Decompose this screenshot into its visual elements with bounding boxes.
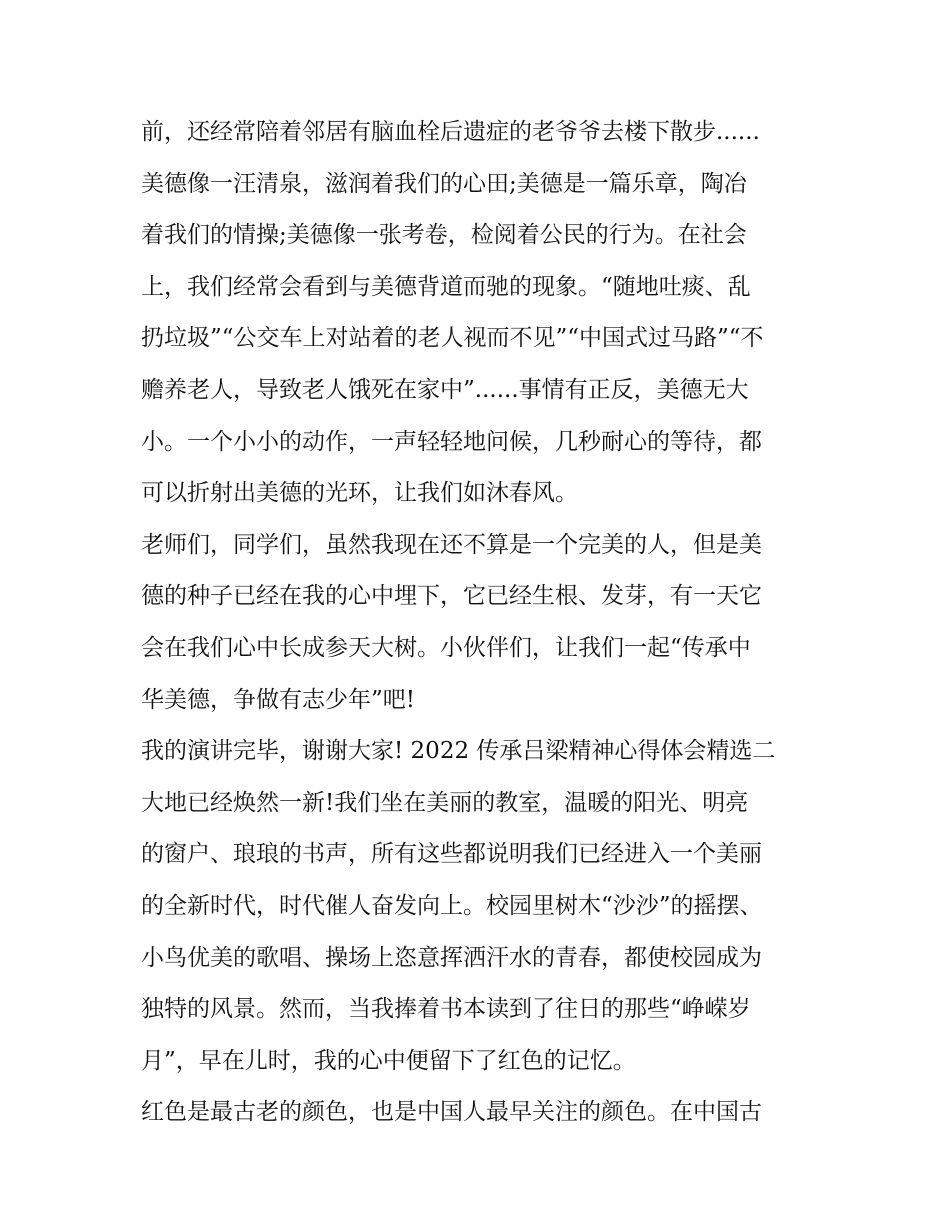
text-line: 的全新时代，时代催人奋发向上。校园里树木“沙沙”的摇摆、	[141, 892, 763, 919]
text-line: 前，还经常陪着邻居有脑血栓后遗症的老爷爷去楼下散步......	[141, 119, 760, 145]
text-line: 的窗户、琅琅的书声，所有这些都说明我们已经进入一个美丽	[141, 841, 762, 868]
text-line: 小。一个小小的动作，一声轻轻地问候，几秒耐心的等待，都	[141, 428, 762, 455]
text-line: 老师们，同学们，虽然我现在还不算是一个完美的人，但是美	[141, 531, 762, 558]
text-line: 月”，早在儿时，我的心中便留下了红色的记忆。	[141, 1047, 636, 1074]
text-line: 大地已经焕然一新!我们坐在美丽的教室，温暖的阳光、明亮	[141, 789, 749, 816]
text-line: 红色是最古老的颜色，也是中国人最早关注的颜色。在中国古	[141, 1099, 762, 1126]
text-line: 美德像一汪清泉，滋润着我们的心田;美德是一篇乐章，陶冶	[141, 170, 747, 197]
text-line: 赡养老人，导致老人饿死在家中”......事情有正反，美德无大	[141, 376, 749, 403]
text-line: 德的种子已经在我的心中埋下，它已经生根、发芽，有一天它	[141, 583, 762, 610]
text-line: 独特的风景。然而，当我捧着书本读到了往日的那些“峥嵘岁	[141, 996, 751, 1023]
text-line: 上，我们经常会看到与美德背道而驰的现象。“随地吐痰、乱	[141, 273, 751, 300]
document-body	[141, 107, 813, 1139]
text-line: 华美德，争做有志少年”吧!	[141, 686, 416, 713]
text-line: 会在我们心中长成参天大树。小伙伴们，让我们一起“传承中	[141, 634, 751, 661]
text-line: 可以折射出美德的光环，让我们如沐春风。	[141, 480, 578, 507]
text-line: 我的演讲完毕，谢谢大家! 2022 传承吕梁精神心得体会精选二	[141, 738, 776, 765]
text-line: 扔垃圾”“公交车上对站着的老人视而不见”“中国式过马路”“不	[141, 325, 764, 352]
text-line: 着我们的情操;美德像一张考卷，检阅着公民的行为。在社会	[141, 222, 747, 249]
text-line: 小鸟优美的歌唱、操场上恣意挥洒汗水的青春，都使校园成为	[141, 944, 762, 971]
